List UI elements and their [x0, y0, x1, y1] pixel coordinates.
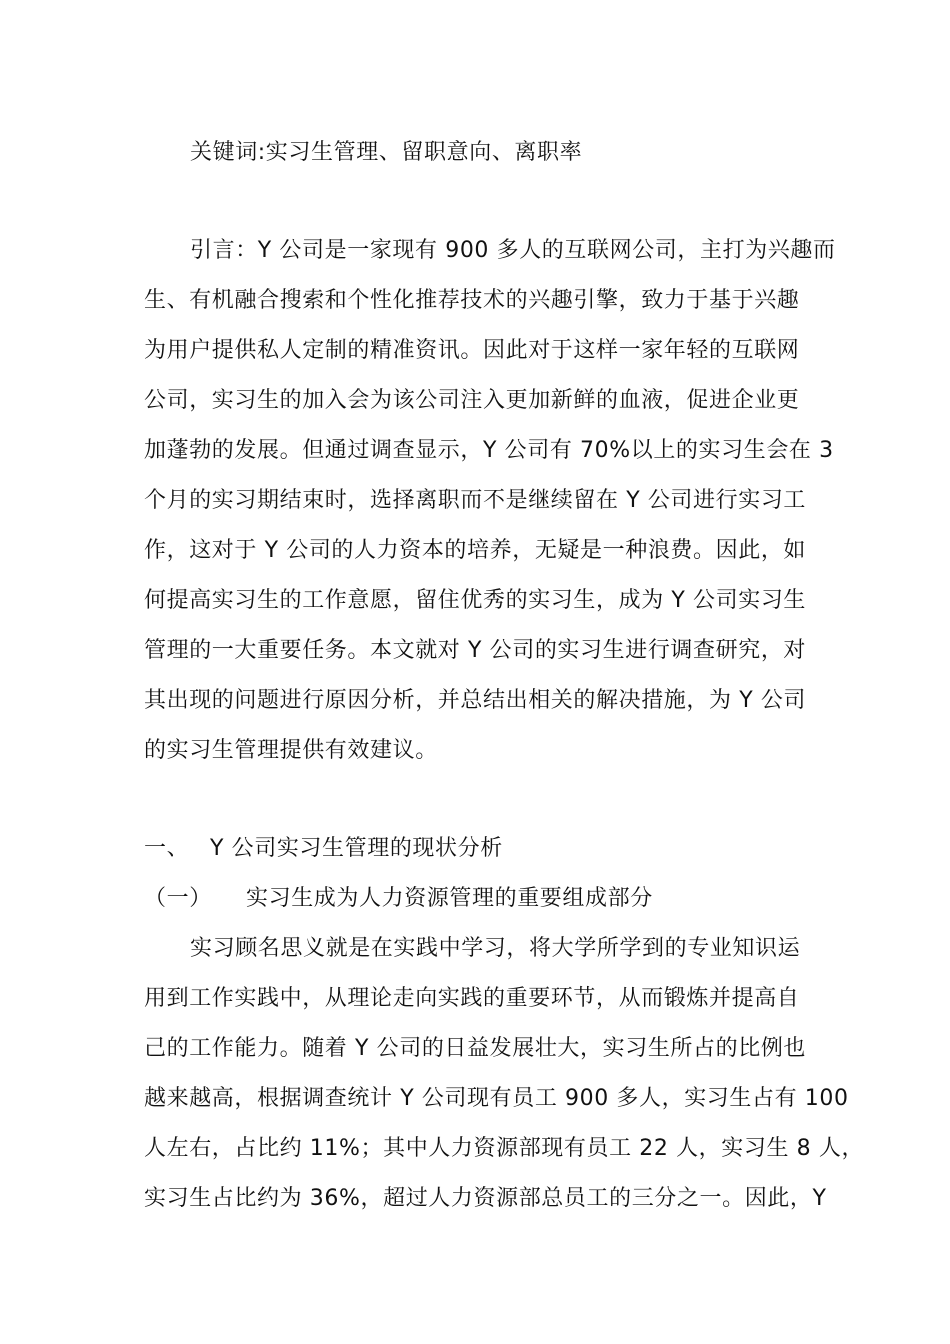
body-line: 实习顾名思义就是在实践中学习，将大学所学到的专业知识运 — [190, 936, 801, 961]
body-line: 越来越高，根据调查统计 Y 公司现有员工 900 多人，实习生占有 100 — [144, 1086, 849, 1111]
intro-line: 加蓬勃的发展。但通过调查显示，Y 公司有 70%以上的实习生会在 3 — [144, 438, 834, 463]
body-line: 人左右，占比约 11%；其中人力资源部现有员工 22 人，实习生 8 人， — [144, 1136, 865, 1161]
intro-line: 其出现的问题进行原因分析，并总结出相关的解决措施，为 Y 公司 — [144, 688, 807, 713]
section-title: Y 公司实习生管理的现状分析 — [210, 836, 503, 861]
intro-line: 作，这对于 Y 公司的人力资本的培养，无疑是一种浪费。因此，如 — [144, 538, 807, 563]
intro-line: 生、有机融合搜索和个性化推荐技术的兴趣引擎，致力于基于兴趣 — [144, 288, 800, 313]
subsection-title: 实习生成为人力资源管理的重要组成部分 — [246, 886, 653, 911]
subsection-number: （一） — [144, 886, 212, 911]
intro-line: 的实习生管理提供有效建议。 — [144, 738, 438, 763]
body-line: 己的工作能力。随着 Y 公司的日益发展壮大，实习生所占的比例也 — [144, 1036, 807, 1061]
intro-line: 管理的一大重要任务。本文就对 Y 公司的实习生进行调查研究，对 — [144, 638, 807, 663]
intro-line: 引言：Y 公司是一家现有 900 多人的互联网公司，主打为兴趣而 — [190, 238, 836, 263]
keywords-line: 关键词:实习生管理、留职意向、离职率 — [190, 140, 583, 165]
intro-line: 何提高实习生的工作意愿，留住优秀的实习生，成为 Y 公司实习生 — [144, 588, 807, 613]
intro-line: 个月的实习期结束时，选择离职而不是继续留在 Y 公司进行实习工 — [144, 488, 807, 513]
body-line: 用到工作实践中，从理论走向实践的重要环节，从而锻炼并提高自 — [144, 986, 800, 1011]
body-line: 实习生占比约为 36%，超过人力资源部总员工的三分之一。因此，Y — [144, 1186, 827, 1211]
intro-line: 为用户提供私人定制的精准资讯。因此对于这样一家年轻的互联网 — [144, 338, 800, 363]
section-number: 一、 — [144, 836, 190, 861]
intro-line: 公司，实习生的加入会为该公司注入更加新鲜的血液，促进企业更 — [144, 388, 800, 413]
